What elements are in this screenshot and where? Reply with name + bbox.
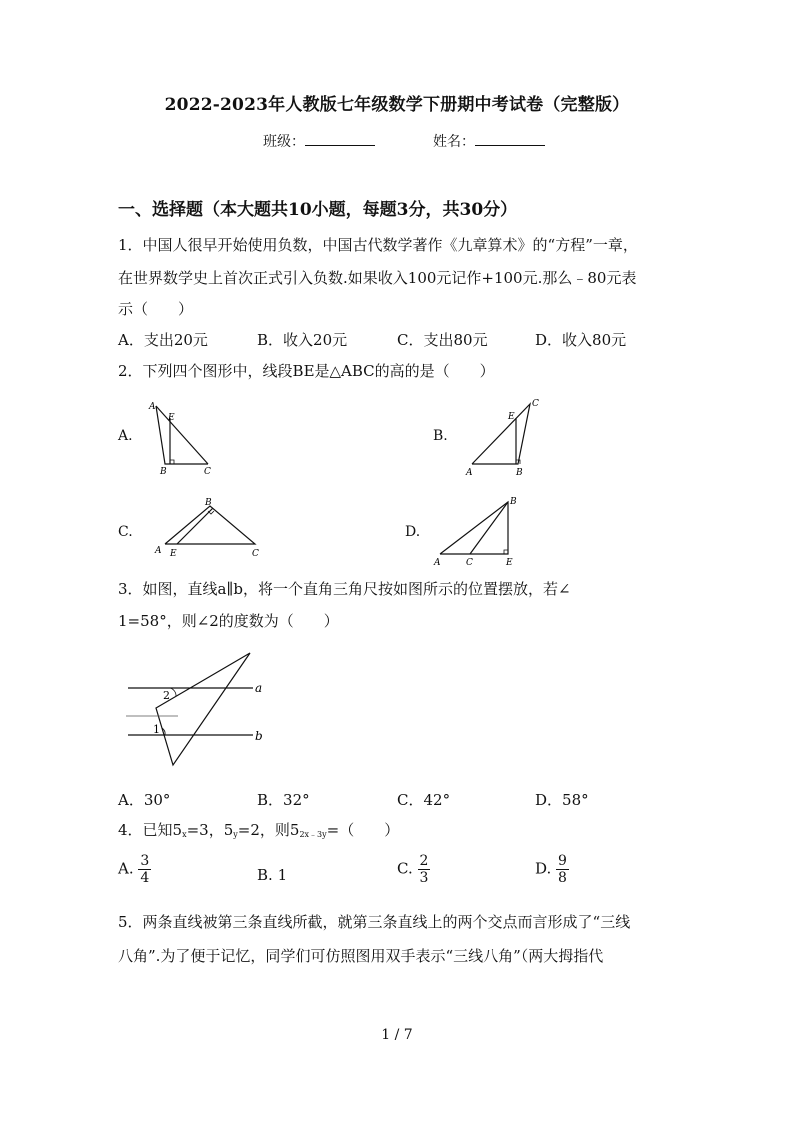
q2c-label-B: B: [205, 498, 212, 508]
q3-line1: 3．如图，直线a∥b，将一个直角三角尺按如图所示的位置摆放，若∠: [118, 580, 571, 598]
page-number: 1 / 7: [381, 1027, 413, 1043]
q2-figure-b: [460, 394, 550, 478]
q4-option-d: [535, 853, 569, 886]
class-blank: [305, 133, 375, 146]
q2-label-d: D.: [405, 524, 421, 540]
q5-line2: 八角”.为了便于记忆，同学们可仿照图用双手表示“三线八角”（两大拇指代: [118, 947, 604, 965]
q2b-label-E: E: [508, 412, 515, 422]
q2a-label-E: E: [168, 413, 175, 423]
q1-line1: 1．中国人很早开始使用负数，中国古代数学著作《九章算术》的“方程”一章，: [118, 236, 638, 254]
name-blank: [475, 133, 545, 146]
name-field: [433, 131, 545, 151]
q4-mid1: =3，5: [186, 821, 234, 839]
q2-text: 2．下列四个图形中，线段BE是△ABC的高的是（ ）: [118, 362, 495, 380]
q4-b-value: 1: [277, 866, 288, 884]
q4-mid2: =2，则5: [237, 821, 300, 839]
q2d-label-B: B: [510, 497, 517, 507]
q2-figure-d: [430, 494, 530, 570]
q3-figure: [118, 648, 278, 773]
q4-d-label: D.: [535, 859, 552, 878]
q3-line2: 1=58°，则∠2的度数为（ ）: [118, 612, 339, 630]
q2b-label-C: C: [532, 399, 539, 409]
q2-label-a: A.: [118, 428, 133, 444]
q4-text: [118, 819, 399, 840]
q2d-label-A: A: [434, 558, 441, 568]
q4-option-a: [118, 853, 151, 886]
q1-option-c: C．支出80元: [397, 331, 488, 349]
section-heading: 一、选择题（本大题共10小题，每题3分，共30分）: [118, 200, 518, 220]
page-title: 2022-2023年人教版七年级数学下册期中考试卷（完整版）: [164, 95, 630, 115]
q4-c-fraction: $\frac{2}{3}$: [419, 853, 429, 886]
q3-option-d: D．58°: [535, 791, 589, 809]
q1-option-b: B．收入20元: [257, 331, 348, 349]
q4-post: =（ ）: [326, 821, 400, 839]
q2a-label-A: A: [149, 402, 156, 412]
q3-option-b: B．32°: [257, 791, 310, 809]
q4-d-fraction: $\frac{9}{8}$: [558, 853, 567, 886]
q1-line3: 示（ ）: [118, 300, 194, 318]
q2b-label-A: A: [466, 468, 473, 478]
q1-option-a: A．支出20元: [118, 331, 208, 349]
q2d-label-C: C: [466, 558, 473, 568]
q2c-label-E: E: [170, 549, 177, 559]
q4-sub-y: y: [233, 830, 238, 839]
q4-b-label: B.: [257, 866, 273, 884]
q4-a-fraction: $\frac{3}{4}$: [140, 853, 150, 886]
q2-label-c: C.: [118, 524, 133, 540]
q4-option-b: [257, 866, 287, 884]
q2c-label-A: A: [155, 546, 162, 556]
q4-sub-x: x: [182, 830, 187, 839]
q3-label-b: b: [255, 729, 263, 743]
name-label: 姓名：: [433, 134, 475, 150]
q1-option-d: D．收入80元: [535, 331, 627, 349]
q4-option-c: [397, 853, 430, 886]
q4-pre: 4．已知5: [118, 821, 183, 839]
q4-sub-exp: 2x﹣3y: [299, 830, 327, 839]
q2c-label-C: C: [252, 549, 259, 559]
q4-c-label: C.: [397, 859, 413, 878]
q3-label-2: 2: [163, 689, 170, 702]
q2-label-b: B.: [433, 428, 448, 444]
q3-label-1: 1: [153, 723, 160, 736]
q3-label-a: a: [255, 681, 263, 695]
q2b-label-B: B: [516, 468, 523, 478]
q1-line2: 在世界数学史上首次正式引入负数.如果收入100元记作+100元.那么﹣80元表: [118, 269, 637, 287]
class-field: [263, 131, 375, 151]
q4-a-label: A.: [118, 859, 134, 878]
q2-figure-c: [145, 494, 270, 564]
q2a-label-C: C: [204, 467, 211, 476]
q2d-label-E: E: [506, 558, 513, 568]
class-label: 班级：: [263, 134, 305, 150]
q2-figure-a: [145, 396, 220, 476]
q3-option-a: A．30°: [118, 791, 171, 809]
q2a-label-B: B: [160, 467, 167, 476]
q5-line1: 5．两条直线被第三条直线所截，就第三条直线上的两个交点而言形成了“三线: [118, 913, 631, 931]
q3-option-c: C．42°: [397, 791, 451, 809]
